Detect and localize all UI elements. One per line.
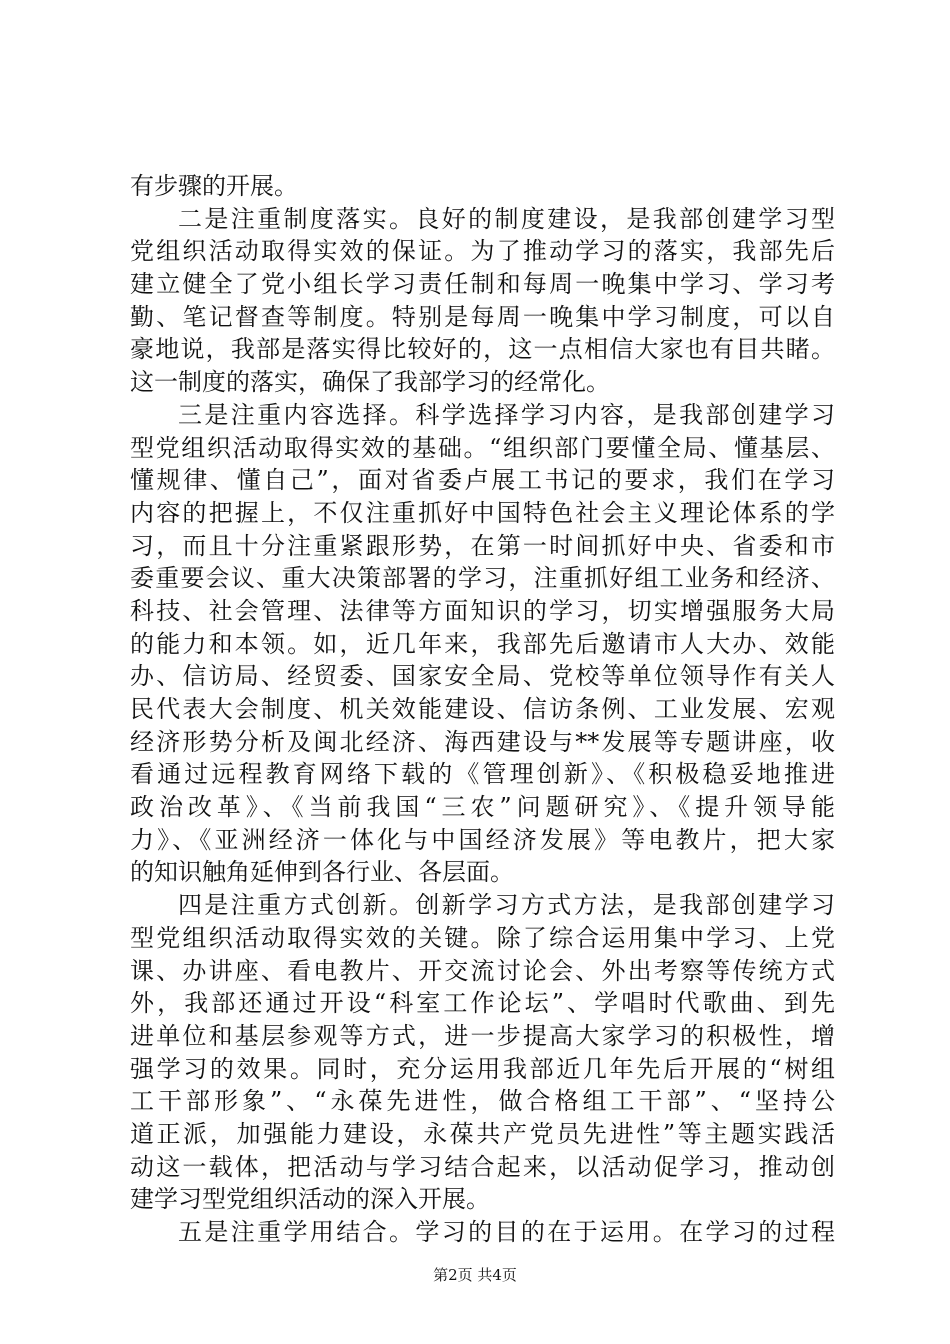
text-line: 外，我部还通过开设“科室工作论坛”、学唱时代歌曲、到先 xyxy=(130,989,835,1018)
page-footer: 第2页 共4页 xyxy=(433,1266,517,1284)
text-line: 型党组织活动取得实效的基础。“组织部门要懂全局、懂基层、 xyxy=(130,433,835,462)
text-line: 民代表大会制度、机关效能建设、信访条例、工业发展、宏观 xyxy=(130,695,835,723)
text-line: 政治改革》、《当前我国“三农”问题研究》、《提升领导能 xyxy=(130,793,835,822)
text-line: 的知识触角延伸到各行业、各层面。 xyxy=(130,858,514,887)
text-line: 党组织活动取得实效的保证。为了推动学习的落实，我部先后 xyxy=(130,237,835,266)
text-line: 五是注重学用结合。学习的目的在于运用。在学习的过程 xyxy=(178,1218,835,1246)
text-line: 道正派，加强能力建设，永葆共产党员先进性”等主题实践活 xyxy=(130,1119,835,1148)
text-line: 型党组织活动取得实效的关键。除了综合运用集中学习、上党 xyxy=(130,923,835,952)
text-line: 习，而且十分注重紧跟形势，在第一时间抓好中央、省委和市 xyxy=(130,531,835,560)
text-line: 建学习型党组织活动的深入开展。 xyxy=(130,1185,490,1214)
text-line: 工干部形象”、“永葆先进性，做合格组工干部”、“坚持公 xyxy=(130,1087,835,1116)
text-line: 看通过远程教育网络下载的《管理创新》、《积极稳妥地推进 xyxy=(130,760,835,789)
text-line: 的能力和本领。如，近几年来，我部先后邀请市人大办、效能 xyxy=(130,629,835,658)
text-line: 课、办讲座、看电教片、开交流讨论会、外出考察等传统方式 xyxy=(130,956,835,985)
text-line: 三是注重内容选择。科学选择学习内容，是我部创建学习 xyxy=(178,400,835,429)
text-line: 四是注重方式创新。创新学习方式方法，是我部创建学习 xyxy=(178,891,835,920)
text-line: 懂规律、懂自己”，面对省委卢展工书记的要求，我们在学习 xyxy=(130,466,835,495)
text-line: 科技、社会管理、法律等方面知识的学习，切实增强服务大局 xyxy=(130,596,835,625)
text-line: 委重要会议、重大决策部署的学习，注重抓好组工业务和经济、 xyxy=(130,564,835,593)
text-line: 办、信访局、经贸委、国家安全局、党校等单位领导作有关人 xyxy=(130,662,835,691)
text-line: 内容的把握上，不仅注重抓好中国特色社会主义理论体系的学 xyxy=(130,498,835,527)
text-line: 建立健全了党小组长学习责任制和每周一晚集中学习、学习考 xyxy=(130,270,835,299)
text-line: 力》、《亚洲经济一体化与中国经济发展》等电教片，把大家 xyxy=(130,825,835,854)
text-line: 豪地说，我部是落实得比较好的，这一点相信大家也有目共睹。 xyxy=(130,335,835,364)
document-body xyxy=(130,170,835,1249)
text-line: 有步骤的开展。 xyxy=(130,172,298,200)
text-line: 强学习的效果。同时，充分运用我部近几年先后开展的“树组 xyxy=(130,1054,835,1083)
text-line: 这一制度的落实，确保了我部学习的经常化。 xyxy=(130,368,610,397)
text-line: 经济形势分析及闽北经济、海西建设与**发展等专题讲座，收 xyxy=(130,727,835,756)
text-line: 进单位和基层参观等方式，进一步提高大家学习的积极性，增 xyxy=(130,1021,835,1050)
text-line: 勤、笔记督查等制度。特别是每周一晚集中学习制度，可以自 xyxy=(130,302,835,331)
text-line: 动这一载体，把活动与学习结合起来，以活动促学习，推动创 xyxy=(130,1152,835,1181)
text-line: 二是注重制度落实。良好的制度建设，是我部创建学习型 xyxy=(178,204,835,233)
